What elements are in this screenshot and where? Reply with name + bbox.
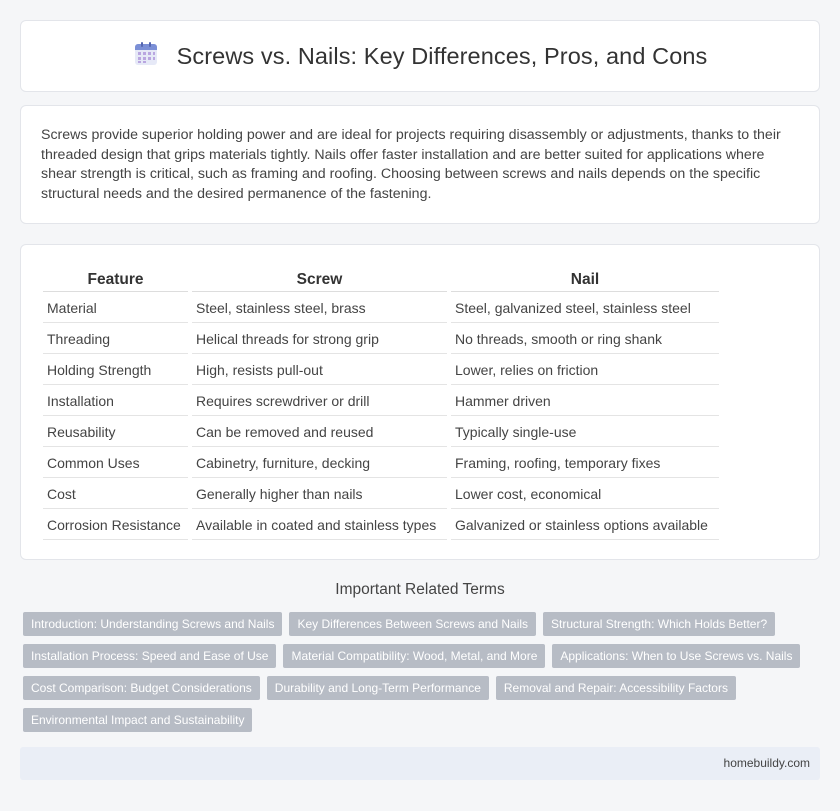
- related-term-tag[interactable]: Key Differences Between Screws and Nails: [289, 612, 536, 636]
- table-row: [43, 356, 719, 385]
- related-terms-heading: Important Related Terms: [335, 581, 505, 598]
- nail-cell: Hammer driven: [451, 387, 719, 416]
- table-row: [43, 511, 719, 540]
- footer: [20, 747, 820, 780]
- screw-cell: Available in coated and stainless types: [192, 511, 447, 540]
- screw-cell: Can be removed and reused: [192, 418, 447, 447]
- related-term-tag[interactable]: Cost Comparison: Budget Considerations: [23, 676, 260, 700]
- nail-cell: Lower, relies on friction: [451, 356, 719, 385]
- related-term-tag[interactable]: Durability and Long-Term Performance: [267, 676, 489, 700]
- feature-cell: Threading: [43, 325, 188, 354]
- nail-cell: Lower cost, economical: [451, 480, 719, 509]
- related-term-tag[interactable]: Applications: When to Use Screws vs. Nails: [552, 644, 800, 668]
- comparison-table: [39, 264, 723, 542]
- page-title: Screws vs. Nails: Key Differences, Pros, and Cons: [176, 42, 708, 69]
- related-term-tag[interactable]: Removal and Repair: Accessibility Factors: [496, 676, 736, 700]
- feature-cell: Common Uses: [43, 449, 188, 478]
- table-row: [43, 325, 719, 354]
- screw-cell: Cabinetry, furniture, decking: [192, 449, 447, 478]
- screw-cell: High, resists pull-out: [192, 356, 447, 385]
- related-term-tag[interactable]: Material Compatibility: Wood, Metal, and More: [283, 644, 545, 668]
- nail-cell: Steel, galvanized steel, stainless steel: [451, 294, 719, 323]
- table-row: [43, 294, 719, 323]
- nail-cell: Galvanized or stainless options available: [451, 511, 719, 540]
- table-row: [43, 418, 719, 447]
- table-row: [43, 449, 719, 478]
- intro-paragraph: Screws provide superior holding power and are ideal for projects requiring disassembly or adjustments, thanks to their threaded design that grips materials tightly. Nails offer faster installation and are better suited for applications where shear strength is critical, such as framing and roofing. Choosing between screws and nails depends on the specific structural needs and the desired permanence of the fastening.: [41, 127, 781, 202]
- screw-cell: Steel, stainless steel, brass: [192, 294, 447, 323]
- nail-cell: Framing, roofing, temporary fixes: [451, 449, 719, 478]
- related-term-tag[interactable]: Environmental Impact and Sustainability: [23, 708, 252, 732]
- column-header-screw: Screw: [192, 266, 447, 292]
- footer-site-link[interactable]: homebuildy.com: [723, 756, 810, 770]
- feature-cell: Holding Strength: [43, 356, 188, 385]
- related-term-tag[interactable]: Introduction: Understanding Screws and Nails: [23, 612, 282, 636]
- table-row: [43, 480, 719, 509]
- comparison-table-card: [20, 244, 820, 560]
- feature-cell: Material: [43, 294, 188, 323]
- column-header-nail: Nail: [451, 266, 719, 292]
- header-card: [20, 20, 820, 92]
- calendar-icon: [133, 41, 159, 72]
- related-terms-list: [23, 612, 823, 732]
- feature-cell: Reusability: [43, 418, 188, 447]
- feature-cell: Installation: [43, 387, 188, 416]
- intro-card: [20, 105, 820, 224]
- table-header-row: [43, 266, 719, 292]
- screw-cell: Helical threads for strong grip: [192, 325, 447, 354]
- feature-cell: Cost: [43, 480, 188, 509]
- feature-cell: Corrosion Resistance: [43, 511, 188, 540]
- related-term-tag[interactable]: Installation Process: Speed and Ease of Use: [23, 644, 276, 668]
- table-row: [43, 387, 719, 416]
- nail-cell: No threads, smooth or ring shank: [451, 325, 719, 354]
- screw-cell: Requires screwdriver or drill: [192, 387, 447, 416]
- related-term-tag[interactable]: Structural Strength: Which Holds Better?: [543, 612, 775, 636]
- column-header-feature: Feature: [43, 266, 188, 292]
- screw-cell: Generally higher than nails: [192, 480, 447, 509]
- nail-cell: Typically single-use: [451, 418, 719, 447]
